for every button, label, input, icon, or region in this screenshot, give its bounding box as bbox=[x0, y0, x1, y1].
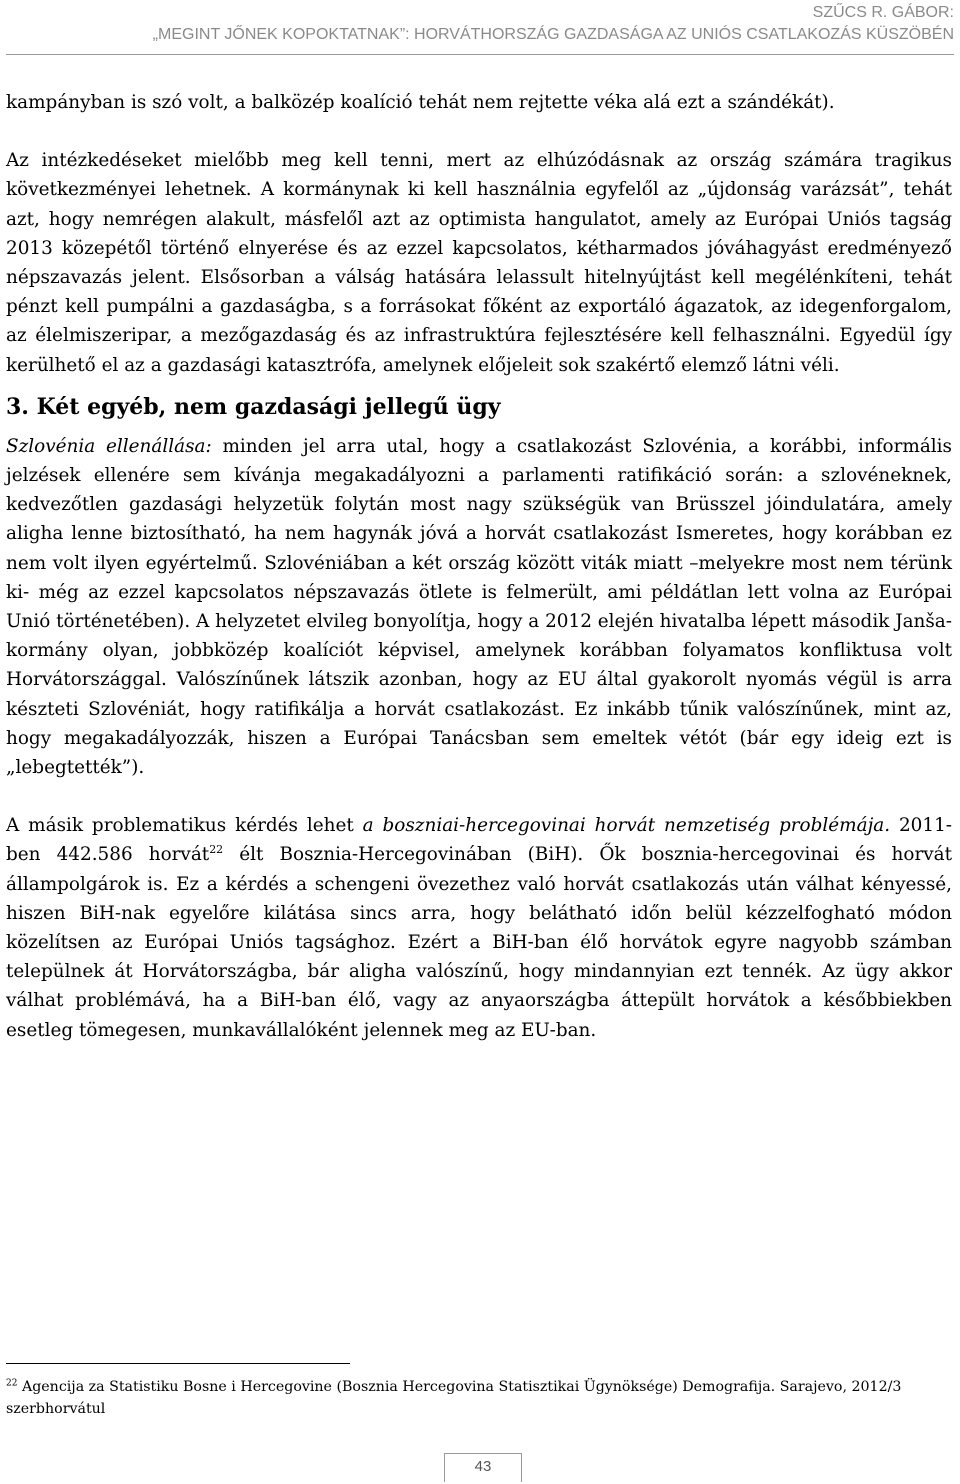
footnote bbox=[6, 1376, 952, 1420]
paragraph-measures: Az intézkedéseket mielőbb meg kell tenni, mert az elhúzódásnak az ország számára tragikus következményei lehetnek. A kormánynak ki kell használnia egyfelől az „újdonság varázsát”, tehát azt, hogy nemrégen alakult, másfelől azt az optimista hangulatot, amely az Európai Uniós tagság 2013 közepétől történő elnyerése és az ezzel kapcsolatos, kétharmados jóváhagyást eredményező népszavazás jelent. Elsősorban a válság hatására lelassult hitelnyújtást kell megélénkíteni, tehát pénzt kell pumpálni a gazdaságba, s a forrásokat főként az exportáló ágazatok, az idegenforgalom, az élelmiszeripar, a mezőgazdaság és az infrastruktúra fejlesztésére kell felhasználni. Egyedül így kerülhető el az a gazdasági katasztrófa, amelynek előjeleit sok szakértő elemző látni véli. bbox=[6, 150, 952, 376]
bosnia-italic: a boszniai-hercegovinai horvát nemzetiség problémája. bbox=[362, 815, 891, 837]
page-number: 43 bbox=[444, 1453, 522, 1482]
bosnia-rest: élt Bosznia-Hercegovinában (BiH). Ők bosznia-hercegovinai és horvát állampolgárok is. Ez a kérdés a schengeni övezethez való horvát csatlakozás után válhat kényessé, hiszen BiH-nak egyelőre kilátása sincs arra, hogy belátható időn belül kézzelfogható módon közelítsen az Európai Uniós tagsághoz. Ezért a BiH-ban élő horvátok egyre nagyobb számban települnek át Horvátországba, bár aligha valószínű, hogy mindannyian ezt tennék. Az ügy akkor válhat problémává, ha a BiH-ban élő, vagy az anyaországba áttepült horvátok a későbbiekben esetleg tömegesen, munkavállalóként jelennek meg az EU-ban. bbox=[6, 844, 952, 1041]
footnote-text: Agencija za Statistiku Bosne i Hercegovine (Bosznia Hercegovina Statisztikai Ügynöksége) Demografija. Sarajevo, 2012/3 szerbhorvátul bbox=[6, 1379, 902, 1417]
bosnia-mid: 2011-ben 442.586 horvát bbox=[6, 815, 952, 866]
section-heading: 3. Két egyéb, nem gazdasági jellegű ügy bbox=[6, 393, 501, 420]
slovenia-lead: Szlovénia ellenállása: bbox=[6, 435, 212, 457]
page-body bbox=[6, 88, 952, 1045]
running-header bbox=[6, 2, 954, 55]
footnote-divider bbox=[6, 1363, 350, 1364]
footnote-reference[interactable]: 22 bbox=[209, 843, 224, 857]
paragraph-continuation: kampányban is szó volt, a balközép koalíció tehát nem rejtette véka alá ezt a szándékát). bbox=[6, 92, 835, 113]
header-author: SZŰCS R. GÁBOR: bbox=[812, 4, 954, 21]
header-title: „MEGINT JŐNEK KOPOKTATNAK”: HORVÁTHORSZÁG GAZDASÁGA AZ UNIÓS CSATLAKOZÁS KÜSZÖBÉN bbox=[152, 26, 954, 43]
footnote-number: 22 bbox=[6, 1378, 18, 1389]
slovenia-text: minden jel arra utal, hogy a csatlakozást Szlovénia, a korábbi, informális jelzések ellenére sem kívánja megakadályozni a parlamenti ratifikáció során: a szlovéneknek, kedvezőtlen gazdasági helyzetük folytán most nagy szükségük van Brüsszel jóindulatára, amely aligha lenne biztosítható, ha nem hagynák jóvá a horvát csatlakozást Ismeretes, hogy korábban ez nem volt ilyen egyértelmű. Szlovéniában a két ország között viták miatt –melyekre most nem térünk ki- még az ezzel kapcsolatos népszavazás ötlete is felmerült, ami példátlan lett volna az Európai Unió történetében). A helyzetet elvileg bonyolítja, hogy a 2012 elején hivatalba lépett második Janša-kormány olyan, jobbközép koalíciót képvisel, amelynek korábban folyamatos konfliktusa volt Horvátországgal. Valószínűnek látszik azonban, hogy az EU által gyakorolt nyomás végül is arra készteti Szlovéniát, hogy ratifikálja a horvát csatlakozást. Ez inkább tűnik valószínűnek, mint az, hogy megakadályozzák, hiszen a Európai Tanácsban sem emeltek vétót (bár egy ideig ezt is „lebegtették”). bbox=[6, 435, 952, 779]
paragraph-slovenia bbox=[6, 432, 952, 782]
paragraph-bosnia bbox=[6, 811, 952, 1045]
bosnia-start: A másik problematikus kérdés lehet bbox=[6, 815, 363, 837]
